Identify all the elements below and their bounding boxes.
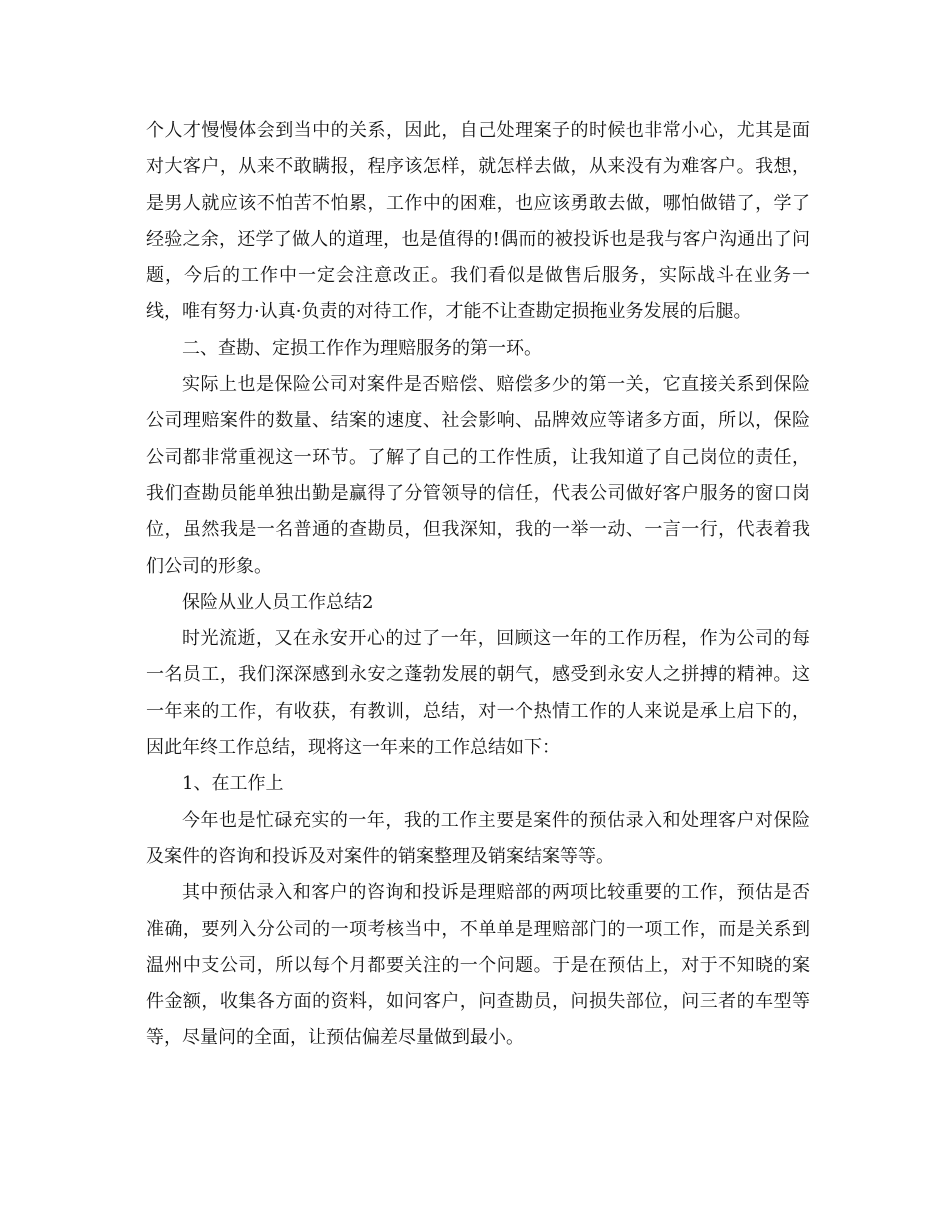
document-body [146,113,810,1057]
paragraph: 实际上也是保险公司对案件是否赔偿、赔偿多少的第一关，它直接关系到保险公司理赔案件的数量、结案的速度、社会影响、品牌效应等诸多方面，所以，保险公司都非常重视这一环节。了解了自己的工作性质，让我知道了自己岗位的责任，我们查勘员能单独出勤是赢得了分管领导的信任，代表公司做好客户服务的窗口岗位，虽然我是一名普通的查勘员，但我深知，我的一举一动、一言一行，代表着我们公司的形象。 [146,374,810,577]
section-title: 保险从业人员工作总结2 [182,591,374,613]
paragraph-heading: 二、查勘、定损工作作为理赔服务的第一环。 [182,337,542,359]
paragraph: 今年也是忙碌充实的一年，我的工作主要是案件的预估录入和处理客户对保险及案件的咨询和投诉及对案件的销案整理及销案结案等等。 [146,809,810,867]
paragraph: 时光流逝，又在永安开心的过了一年，回顾这一年的工作历程，作为公司的每一名员工，我们深深感到永安之蓬勃发展的朝气，感受到永安人之拼搏的精神。这一年来的工作，有收获，有教训，总结，对一个热情工作的人来说是承上启下的，因此年终工作总结，现将这一年来的工作总结如下： [146,628,810,759]
paragraph: 个人才慢慢体会到当中的关系，因此，自己处理案子的时候也非常小心，尤其是面对大客户，从来不敢瞒报，程序该怎样，就怎样去做，从来没有为难客户。我想，是男人就应该不怕苦不怕累，工作中的困难，也应该勇敢去做，哪怕做错了，学了经验之余，还学了做人的道理，也是值得的!偶而的被投诉也是我与客户沟通出了问题，今后的工作中一定会注意改正。我们看似是做售后服务，实际战斗在业务一线，唯有努力·认真·负责的对待工作，才能不让查勘定损拖业务发展的后腿。 [146,120,810,323]
paragraph: 其中预估录入和客户的咨询和投诉是理赔部的两项比较重要的工作，预估是否准确，要列入分公司的一项考核当中，不单单是理赔部门的一项工作，而是关系到温州中支公司，所以每个月都要关注的一个问题。于是在预估上，对于不知晓的案件金额，收集各方面的资料，如问客户，问查勘员，问损失部位，问三者的车型等等，尽量问的全面，让预估偏差尽量做到最小。 [146,882,810,1049]
paragraph-heading: 1、在工作上 [182,773,284,795]
